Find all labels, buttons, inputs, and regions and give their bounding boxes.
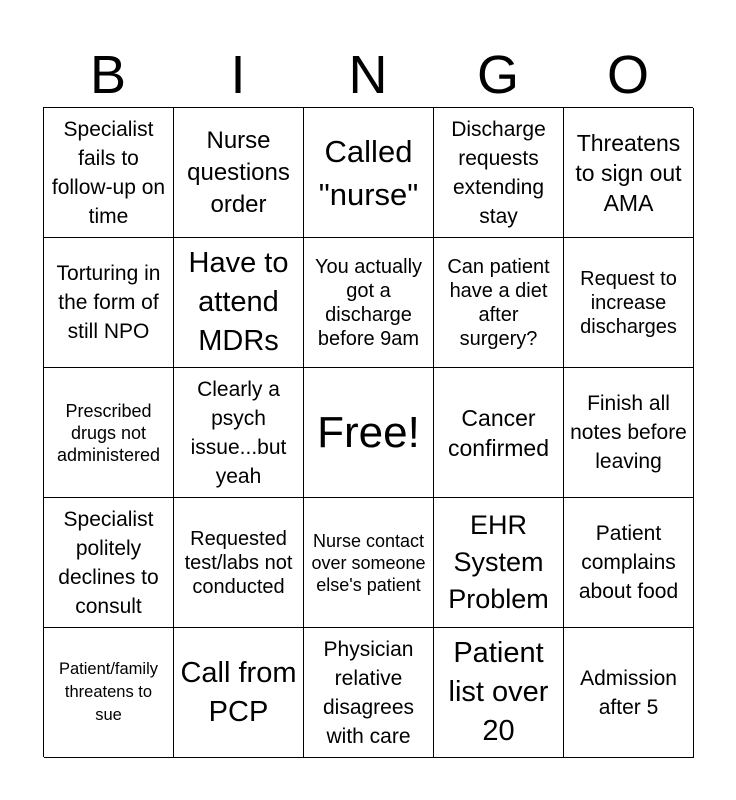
cell-text: Request to increase discharges [580,267,677,338]
bingo-header [43,44,693,106]
bingo-cell-r2c3[interactable] [304,238,434,368]
bingo-cell-r1c5[interactable] [564,108,694,238]
cell-text: Specialist fails to follow-up on time [51,117,166,228]
bingo-cell-r3c2[interactable] [174,368,304,498]
cell-text: EHR System Problem [448,510,549,614]
cell-text: Requested test/labs not conducted [184,527,293,598]
bingo-cell-r1c3[interactable] [304,108,434,238]
bingo-cell-r4c1[interactable] [44,498,174,628]
bingo-cell-r2c1[interactable] [44,238,174,368]
header-letter-o: O [606,45,649,105]
bingo-cell-r3c4[interactable] [434,368,564,498]
bingo-cell-r4c5[interactable] [564,498,694,628]
bingo-cell-r5c1[interactable] [44,628,174,758]
cell-text: Torturing in the form of still NPO [56,262,161,343]
bingo-cell-r4c3[interactable] [304,498,434,628]
cell-text: Threatens to sign out AMA [575,129,682,216]
cell-text: Nurse questions order [187,126,290,218]
cell-text: Nurse contact over someone else's patient [311,530,426,595]
bingo-cell-r4c4[interactable] [434,498,564,628]
cell-text: Patient list over 20 [448,637,549,747]
cell-text: Finish all notes before leaving [570,392,687,473]
cell-text: Specialist politely declines to consult [58,507,159,618]
bingo-cell-r3c1[interactable] [44,368,174,498]
cell-text: Have to attend MDRs [188,247,289,357]
bingo-cell-r5c2[interactable] [174,628,304,758]
bingo-cell-r2c2[interactable] [174,238,304,368]
header-letter-i: I [230,45,246,105]
bingo-cell-r5c4[interactable] [434,628,564,758]
cell-text: Admission after 5 [580,666,677,719]
bingo-cell-r2c5[interactable] [564,238,694,368]
header-letter-n: N [348,45,388,105]
cell-text: Clearly a psych issue...but yeah [190,377,287,488]
cell-text: Discharge requests extending stay [451,117,546,228]
bingo-cell-r1c2[interactable] [174,108,304,238]
cell-text: Physician relative disagrees with care [322,637,415,748]
bingo-cell-r5c3[interactable] [304,628,434,758]
bingo-cell-free[interactable] [304,368,434,498]
cell-text: Cancer confirmed [448,404,549,461]
cell-text: Call from PCP [180,656,297,728]
cell-text: Prescribed drugs not administered [56,400,161,465]
bingo-cell-r1c4[interactable] [434,108,564,238]
cell-text: You actually got a discharge before 9am [314,255,423,350]
cell-text: Free! [317,407,420,457]
header-letter-g: G [476,45,519,105]
cell-text: Called "nurse" [318,133,419,212]
bingo-cell-r1c1[interactable] [44,108,174,238]
bingo-cell-r5c5[interactable] [564,628,694,758]
bingo-board [43,107,693,757]
header-letter-b: B [89,45,127,105]
bingo-cell-r3c5[interactable] [564,368,694,498]
bingo-cell-r4c2[interactable] [174,498,304,628]
bingo-cell-r2c4[interactable] [434,238,564,368]
cell-text: Can patient have a diet after surgery? [447,255,550,350]
cell-text: Patient complains about food [578,522,679,603]
cell-text: Patient/family threatens to sue [58,660,159,724]
